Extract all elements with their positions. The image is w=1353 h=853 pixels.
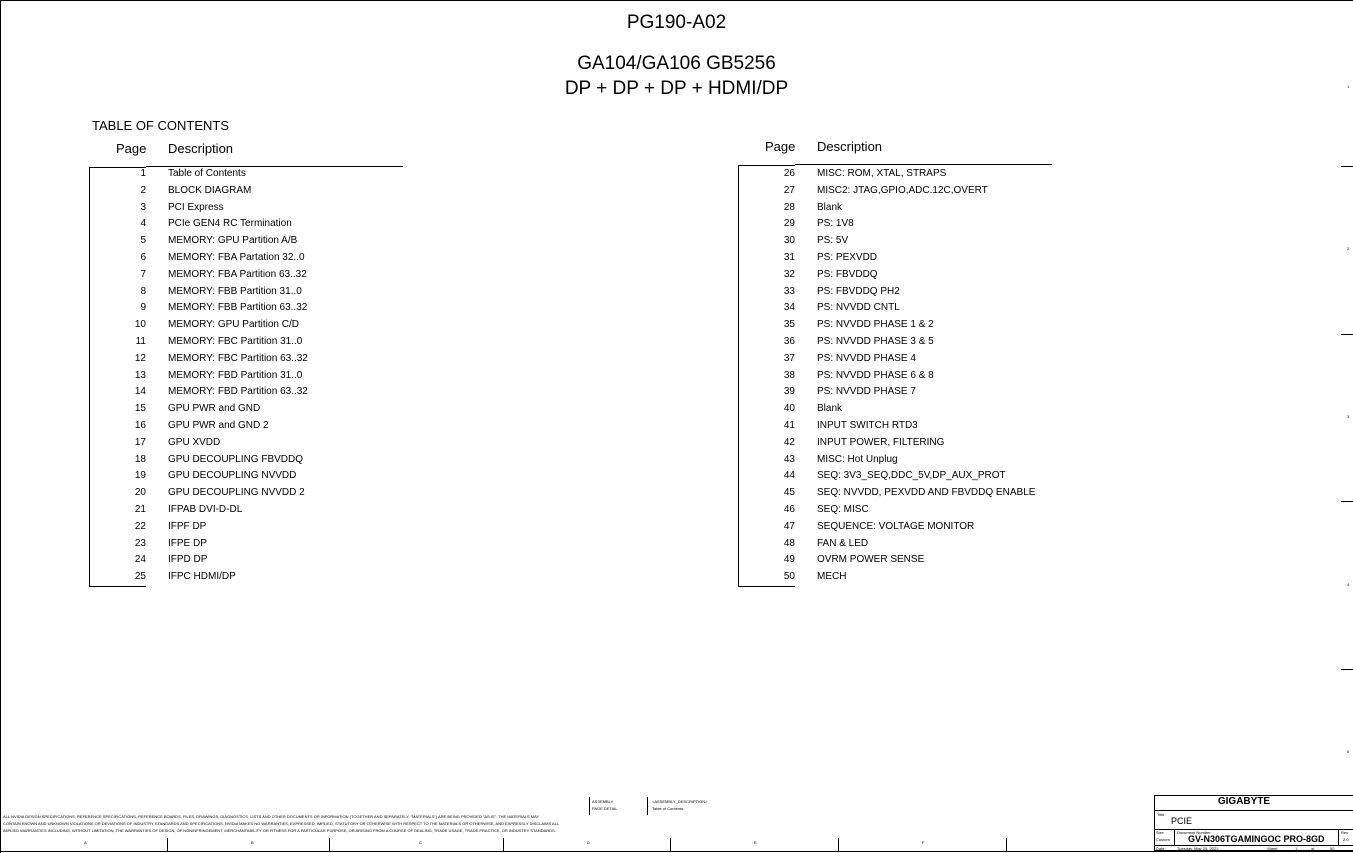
toc-description: MEMORY: GPU Partition A/B	[168, 235, 298, 247]
toc-page-number: 14	[134, 386, 146, 398]
toc-description: SEQ: MISC	[817, 504, 869, 515]
sheet-number: 1	[1295, 846, 1298, 851]
toc-page-number: 29	[783, 218, 795, 230]
disclaimer-line-1: ALL NVIDIA DESIGN SPECIFICATIONS, REFERENCE SPECIFICATIONS, REFERENCE BOARDS, FILES, DRAWINGS, DIAGNOSTICS, LISTS AND OTHER DOCUMENTS OR INFORMATION (TOGETHER AND SEPARATELY, "MATERIALS") ARE BEING PROVIDED "AS IS". THE MATERIALS MAY	[3, 814, 540, 819]
toc-page-number: 32	[783, 268, 795, 280]
toc-description: PS: 1V8	[817, 218, 854, 230]
toc-description: MEMORY: FBD Partition 31..0	[168, 369, 303, 381]
doc-title: PG190-A02	[626, 12, 727, 33]
toc-page-number: 42	[783, 436, 795, 448]
total-sheets: 50	[1330, 846, 1335, 851]
edge-number-3: 3	[1347, 414, 1350, 419]
toc-page-number: 45	[783, 487, 795, 499]
toc-description: PS: NVVDD PHASE 7	[817, 386, 916, 398]
toc-page-number: 27	[783, 184, 795, 196]
toc-description: PS: NVVDD PHASE 6 & 8	[817, 369, 934, 381]
toc-page-number: 43	[783, 453, 795, 465]
toc-description: IFPAB DVI-D-DL	[168, 504, 243, 515]
toc-description: MEMORY: FBB Partition 63..32	[168, 302, 308, 314]
toc-page-number: 50	[783, 571, 795, 583]
toc-left-page-header: Page	[116, 141, 147, 156]
assembly-divider-mid	[647, 797, 648, 815]
toc-page-number: 33	[783, 285, 795, 297]
toc-description: SEQUENCE: VOLTAGE MONITOR	[817, 520, 975, 532]
toc-page-number: 24	[134, 554, 146, 566]
edge-number-4: 4	[1347, 582, 1350, 587]
title-block-rule	[1154, 810, 1353, 811]
disclaimer-line-2: CONTAIN KNOWN AND UNKNOWN VIOLATIONS OR DEVIATIONS OF INDUSTRY STANDARDS AND SPECIFICATIONS. NVIDIA MAKES NO WARRANTIES, EXPRESSED, IMPLIED, STATUTORY OR OTHERWISE WITH RESPECT TO THE MATERIALS OR OTHERWISE, AND EXPRESSLY DISCLAIMS ALL	[3, 821, 560, 826]
assembly-divider-left	[589, 797, 590, 815]
rev-value: 2.0	[1343, 837, 1349, 842]
toc-page-number: 30	[783, 235, 795, 247]
rev-label: Rev	[1341, 830, 1349, 835]
zone-letter-b: B	[251, 840, 254, 845]
toc-page-number: 6	[140, 252, 146, 263]
toc-page-number: 26	[783, 168, 795, 179]
edge-number-2: 2	[1347, 246, 1350, 251]
sheet-border-bottom	[0, 851, 1353, 852]
toc-page-number: 35	[783, 319, 795, 331]
toc-description: MISC2: JTAG,GPIO,ADC.12C,OVERT	[817, 184, 988, 196]
toc-right-box-bottom	[738, 586, 795, 587]
toc-description: PS: NVVDD CNTL	[817, 302, 900, 314]
docnum-label: Document Number	[1177, 830, 1211, 835]
toc-page-number: 41	[783, 420, 795, 431]
toc-page-number: 8	[140, 285, 146, 297]
toc-page-number: 49	[783, 554, 795, 566]
toc-description: IFPF DP	[168, 520, 207, 532]
assembly-value: <ASSEMBLY_DESCRIPTION>	[652, 799, 708, 804]
company-name: GIGABYTE	[1217, 796, 1271, 807]
toc-page-number: 40	[783, 403, 795, 415]
toc-description: INPUT SWITCH RTD3	[817, 420, 918, 431]
toc-description: FAN & LED	[817, 537, 869, 549]
toc-description: INPUT POWER, FILTERING	[817, 436, 945, 448]
toc-description: PS: FBVDDQ	[817, 268, 878, 280]
zone-divider	[167, 838, 168, 851]
zone-divider	[838, 838, 839, 851]
toc-page-number: 46	[783, 504, 795, 515]
date-label: Date:	[1156, 846, 1166, 851]
toc-description: GPU DECOUPLING FBVDDQ	[168, 453, 304, 465]
toc-page-number: 9	[140, 302, 146, 314]
toc-page-number: 28	[783, 201, 795, 213]
toc-description: PS: PEXVDD	[817, 252, 878, 263]
toc-description: MEMORY: FBA Partition 63..32	[168, 268, 307, 280]
toc-description: GPU PWR and GND	[168, 403, 261, 415]
toc-page-number: 39	[783, 386, 795, 398]
toc-description: Blank	[817, 201, 843, 213]
sheet-title: PCIE	[1171, 816, 1193, 826]
toc-description: PS: NVVDD PHASE 1 & 2	[817, 319, 934, 331]
zone-divider	[670, 838, 671, 851]
toc-page-number: 34	[783, 302, 795, 314]
toc-right-page-header: Page	[765, 139, 796, 154]
of-label: of	[1311, 846, 1315, 851]
size-value: Custom	[1156, 837, 1170, 842]
toc-page-number: 19	[134, 470, 146, 482]
sheet-label: Sheet	[1267, 846, 1278, 851]
toc-page-number: 10	[134, 319, 146, 331]
toc-description: IFPD DP	[168, 554, 208, 566]
toc-description: MEMORY: GPU Partition C/D	[168, 319, 299, 331]
zone-divider	[329, 838, 330, 851]
toc-page-number: 1	[140, 168, 146, 179]
zone-letter-e: E	[754, 840, 757, 845]
page-detail-label: PAGE DETAIL	[592, 806, 618, 811]
size-label: Size	[1156, 830, 1164, 835]
toc-page-number: 38	[783, 369, 795, 381]
toc-description: PS: 5V	[817, 235, 849, 247]
zone-divider	[503, 838, 504, 851]
toc-description: GPU DECOUPLING NVVDD 2	[168, 487, 305, 499]
toc-description: PCI Express	[168, 201, 224, 213]
toc-page-number: 13	[134, 369, 146, 381]
toc-page-number: 31	[783, 252, 795, 263]
edge-divider	[1341, 669, 1353, 670]
toc-description: PS: NVVDD PHASE 4	[817, 352, 916, 364]
toc-description: MEMORY: FBC Partition 63..32	[168, 352, 308, 364]
toc-description: MISC: Hot Unplug	[817, 453, 898, 465]
toc-page-number: 22	[134, 520, 146, 532]
edge-number-1: 1	[1347, 84, 1350, 89]
edge-divider	[1341, 166, 1353, 167]
toc-description: MISC: ROM, XTAL, STRAPS	[817, 168, 947, 179]
zone-letter-d: D	[587, 840, 590, 845]
toc-description: BLOCK DIAGRAM	[168, 184, 252, 196]
toc-description: IFPC HDMI/DP	[168, 571, 236, 583]
sheet-border-left	[0, 0, 1, 853]
toc-description: Table of Contents	[168, 168, 246, 179]
toc-page-number: 20	[134, 487, 146, 499]
toc-right-box-side	[738, 165, 739, 586]
toc-page-number: 11	[135, 336, 146, 347]
toc-description: GPU DECOUPLING NVVDD	[168, 470, 297, 482]
toc-page-number: 5	[140, 235, 146, 247]
sheet-border-top	[0, 0, 1353, 1]
toc-description: IFPE DP	[168, 537, 207, 549]
edge-divider	[1341, 501, 1353, 502]
toc-description: OVRM POWER SENSE	[817, 554, 925, 566]
toc-page-number: 48	[783, 537, 795, 549]
toc-description: SEQ: NVVDD, PEXVDD AND FBVDDQ ENABLE	[817, 487, 1036, 499]
document-number: GV-N306TGAMINGOC PRO-8GD	[1188, 834, 1325, 844]
toc-description: PCIe GEN4 RC Termination	[168, 218, 292, 230]
toc-left-desc-header: Description	[168, 141, 234, 156]
toc-left-box-bottom	[89, 586, 146, 587]
toc-description: SEQ: 3V3_SEQ,DDC_5V,DP_AUX_PROT	[817, 470, 1006, 482]
toc-page-number: 4	[140, 218, 146, 230]
toc-left-box-side	[89, 167, 90, 586]
toc-heading: TABLE OF CONTENTS	[92, 118, 229, 133]
zone-letter-a: A	[84, 840, 87, 845]
zone-letter-f: F	[922, 840, 925, 845]
toc-page-number: 2	[140, 184, 146, 196]
doc-outputs: DP + DP + DP + HDMI/DP	[564, 78, 789, 99]
toc-description: PS: FBVDDQ PH2	[817, 285, 900, 297]
toc-page-number: 21	[134, 504, 146, 515]
toc-page-number: 16	[134, 420, 146, 431]
edge-divider	[1341, 334, 1353, 335]
toc-description: MEMORY: FBB Partition 31..0	[168, 285, 302, 297]
toc-description: MECH	[817, 571, 847, 583]
toc-description: PS: NVVDD PHASE 3 & 5	[817, 336, 934, 347]
disclaimer-line-3: IMPLIED WARRANTIES INCLUDING, WITHOUT LIMITATION, THE WARRANTIES OF DESIGN, OF NONINFRINGEMENT, MERCHANTABILITY OR FITNESS FOR A PARTICULAR PURPOSE, OR ARISING FROM A COURSE OF DEALING, TRADE USAGE, TRADE PRACTICE, OR INDUSTRY STANDARDS.	[3, 828, 556, 833]
toc-description: GPU XVDD	[168, 436, 221, 448]
toc-page-number: 3	[140, 201, 146, 213]
toc-page-number: 17	[134, 436, 146, 448]
toc-page-number: 18	[134, 453, 146, 465]
zone-letter-c: C	[419, 840, 422, 845]
toc-page-number: 12	[134, 352, 146, 364]
assembly-label: ASSEMBLY	[592, 799, 614, 804]
toc-page-number: 47	[783, 520, 795, 532]
toc-page-number: 7	[140, 268, 146, 280]
toc-page-number: 25	[134, 571, 146, 583]
toc-description: Blank	[817, 403, 843, 415]
toc-page-number: 44	[783, 470, 795, 482]
toc-right-desc-header: Description	[817, 139, 883, 154]
zone-divider	[1006, 838, 1007, 851]
toc-page-number: 37	[783, 352, 795, 364]
edge-number-5: 5	[1347, 749, 1350, 754]
doc-subtitle: GA104/GA106 GB5256	[577, 53, 776, 74]
title-block-divider	[1174, 829, 1175, 845]
page-detail-value: Table of Contents	[652, 806, 684, 811]
toc-page-number: 36	[783, 336, 795, 347]
toc-description: GPU PWR and GND 2	[168, 420, 269, 431]
toc-description: MEMORY: FBA Partation 32..0	[168, 252, 305, 263]
date-value: Tuesday, May 25, 2021	[1177, 846, 1219, 851]
title-label: Title	[1157, 812, 1165, 817]
title-block-divider	[1338, 829, 1339, 845]
toc-description: MEMORY: FBD Partition 63..32	[168, 386, 308, 398]
toc-page-number: 15	[134, 403, 146, 415]
toc-page-number: 23	[134, 537, 146, 549]
toc-description: MEMORY: FBC Partition 31..0	[168, 336, 303, 347]
